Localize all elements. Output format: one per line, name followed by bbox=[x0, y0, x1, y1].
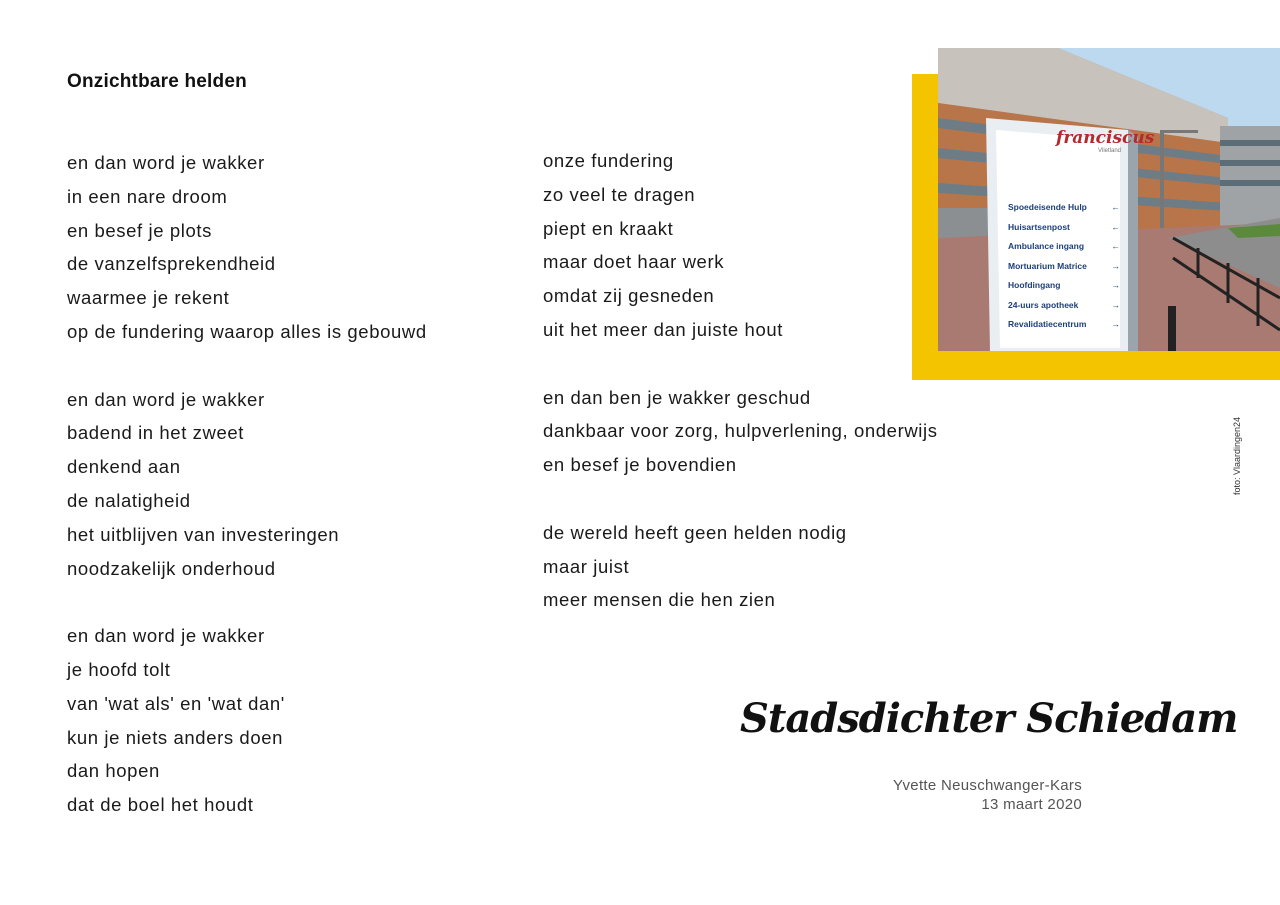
sign-sub: Vlietland bbox=[1098, 148, 1122, 154]
poem-line: dan hopen bbox=[67, 760, 160, 782]
poem-line: en dan word je wakker bbox=[67, 152, 265, 173]
hospital-photo bbox=[938, 48, 1280, 351]
poem-line: uit het meer dan juiste hout bbox=[543, 318, 783, 340]
poem-line: piept en kraakt bbox=[543, 217, 674, 239]
stanza-gap bbox=[67, 585, 427, 619]
sign-item: Revalidatiecentrum → bbox=[1008, 319, 1120, 329]
poem-line: noodzakelijk onderhoud bbox=[67, 557, 276, 579]
sign-brand: franciscus bbox=[1056, 128, 1155, 148]
poem-line: en dan ben je wakker geschud bbox=[543, 386, 811, 408]
poem-line: en besef je bovendien bbox=[543, 454, 737, 476]
poem-line: de vanzelfsprekendheid bbox=[67, 253, 276, 275]
poem-line: denkend aan bbox=[67, 456, 181, 478]
poem-line: je hoofd tolt bbox=[67, 658, 171, 680]
sign-item: Spoedeisende Hulp ← bbox=[1008, 202, 1120, 212]
poem-line: waarmee je rekent bbox=[67, 287, 230, 309]
poem-line: van 'wat als' en 'wat dan' bbox=[67, 692, 285, 714]
photo-credit: foto: Vlaardingen24 bbox=[1232, 416, 1242, 495]
sign-item: Ambulance ingang ← bbox=[1008, 241, 1120, 251]
poem-line: omdat zij gesneden bbox=[543, 285, 715, 307]
poem-line: badend in het zweet bbox=[67, 422, 244, 444]
poem-line: op de fundering waarop alles is gebouwd bbox=[67, 320, 427, 342]
stanza-gap bbox=[543, 347, 938, 381]
poem-line: maar doet haar werk bbox=[543, 251, 725, 273]
poem-line: maar juist bbox=[543, 555, 630, 577]
stadsdichter-signature: Stadsdichter Schiedam bbox=[740, 695, 1238, 742]
poem-line: de nalatigheid bbox=[67, 489, 191, 511]
author-block bbox=[893, 776, 1082, 814]
poem-line: in een nare droom bbox=[67, 185, 228, 207]
author-name: Yvette Neuschwanger-Kars bbox=[893, 777, 1082, 794]
poem-date: 13 maart 2020 bbox=[981, 796, 1082, 813]
poem-line: zo veel te dragen bbox=[543, 183, 696, 205]
poem-line: en dan word je wakker bbox=[67, 388, 265, 410]
sign-item: Mortuarium Matrice → bbox=[1008, 260, 1120, 271]
poem-line: dankbaar voor zorg, hulpverlening, onderwijs bbox=[543, 420, 938, 442]
sign-item: 24-uurs apotheek → bbox=[1008, 299, 1120, 310]
sign-list bbox=[1008, 198, 1120, 335]
poem-line: meer mensen die hen zien bbox=[543, 589, 776, 611]
poem-line: en besef je plots bbox=[67, 219, 212, 241]
poem-line: de wereld heeft geen helden nodig bbox=[543, 521, 847, 543]
poem-line: onze fundering bbox=[543, 150, 674, 171]
poem-title: Onzichtbare helden bbox=[67, 71, 247, 92]
poem-line: het uitblijven van investeringen bbox=[67, 523, 340, 545]
sign-item: Huisartsenpost ← bbox=[1008, 221, 1120, 232]
poem-line: dat de boel het houdt bbox=[67, 794, 254, 816]
poem-column-right bbox=[543, 144, 938, 617]
sign-item: Hoofdingang → bbox=[1008, 280, 1120, 290]
stanza-gap bbox=[543, 482, 938, 516]
stanza-gap bbox=[67, 349, 427, 383]
poem-line: en dan word je wakker bbox=[67, 625, 265, 647]
poem-line: kun je niets anders doen bbox=[67, 726, 283, 748]
poem-column-left bbox=[67, 146, 427, 822]
